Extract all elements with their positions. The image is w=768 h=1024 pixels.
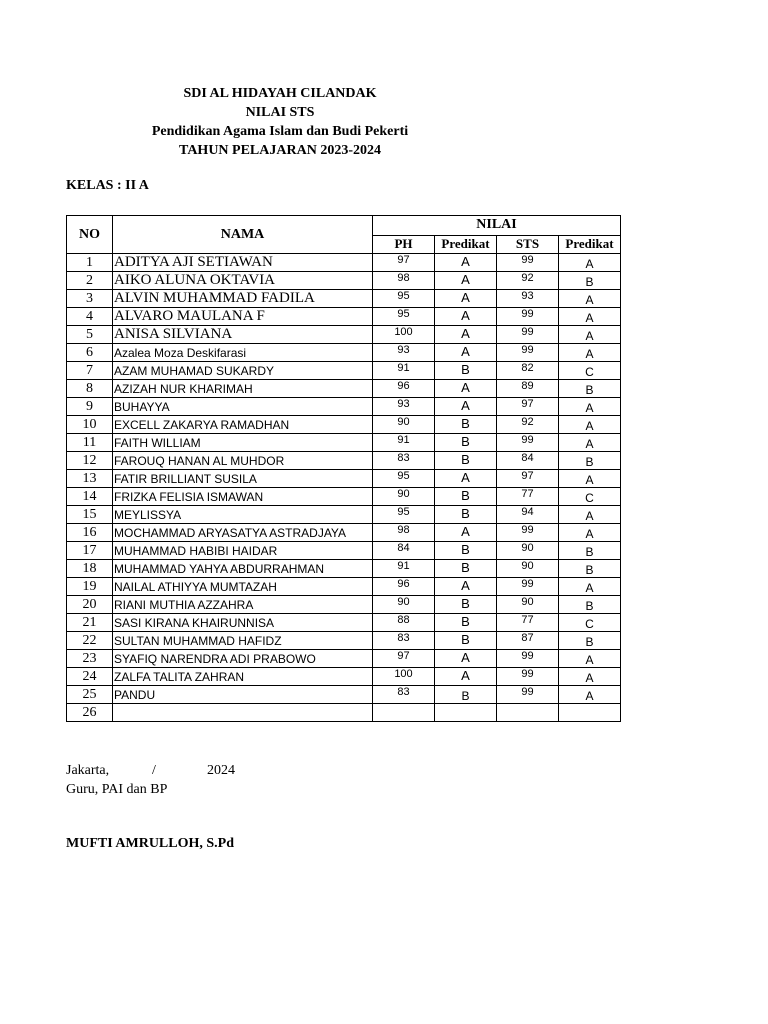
header-nama: NAMA <box>113 216 373 254</box>
sts-predikat: A <box>559 398 621 416</box>
ph-predikat: A <box>435 290 497 308</box>
ph-score: 83 <box>373 686 435 704</box>
sts-predikat: A <box>559 524 621 542</box>
student-name: FRIZKA FELISIA ISMAWAN <box>113 488 373 506</box>
subject-name: Pendidikan Agama Islam dan Budi Pekerti <box>151 124 409 139</box>
footer-year: 2024 <box>207 763 235 778</box>
ph-score: 97 <box>373 254 435 272</box>
sts-predikat: A <box>559 308 621 326</box>
ph-score <box>373 704 435 722</box>
sts-predikat: B <box>559 596 621 614</box>
row-number: 16 <box>67 524 113 542</box>
ph-predikat: A <box>435 254 497 272</box>
student-name: BUHAYYA <box>113 398 373 416</box>
student-name: ANISA SILVIANA <box>113 326 373 344</box>
ph-predikat: B <box>435 614 497 632</box>
ph-predikat: B <box>435 596 497 614</box>
ph-score: 90 <box>373 596 435 614</box>
table-row <box>67 704 621 722</box>
report-title: NILAI STS <box>245 105 315 120</box>
sts-score: 99 <box>497 434 559 452</box>
sts-predikat: B <box>559 452 621 470</box>
sts-predikat: B <box>559 272 621 290</box>
sts-score: 99 <box>497 578 559 596</box>
ph-predikat: A <box>435 380 497 398</box>
ph-predikat: A <box>435 470 497 488</box>
ph-score: 91 <box>373 434 435 452</box>
ph-predikat: B <box>435 416 497 434</box>
student-name: FATIR BRILLIANT SUSILA <box>113 470 373 488</box>
academic-year: TAHUN PELAJARAN 2023-2024 <box>179 143 381 158</box>
student-name: PANDU <box>113 686 373 704</box>
row-number: 18 <box>67 560 113 578</box>
sts-score: 99 <box>497 326 559 344</box>
sts-predikat: A <box>559 254 621 272</box>
ph-score: 98 <box>373 524 435 542</box>
ph-score: 96 <box>373 578 435 596</box>
ph-score: 83 <box>373 452 435 470</box>
header-ph: PH <box>373 235 435 254</box>
table-row <box>67 308 621 326</box>
student-name: MEYLISSYA <box>113 506 373 524</box>
sts-score: 99 <box>497 686 559 704</box>
student-name: FAROUQ HANAN AL MUHDOR <box>113 452 373 470</box>
header-predikat-ph: Predikat <box>435 235 497 254</box>
sts-predikat: C <box>559 362 621 380</box>
student-name: MUHAMMAD HABIBI HAIDAR <box>113 542 373 560</box>
student-name: ADITYA AJI SETIAWAN <box>113 254 373 272</box>
ph-predikat: B <box>435 632 497 650</box>
ph-predikat: A <box>435 308 497 326</box>
ph-score: 95 <box>373 506 435 524</box>
student-name: NAILAL ATHIYYA MUMTAZAH <box>113 578 373 596</box>
sts-score: 90 <box>497 542 559 560</box>
ph-score: 96 <box>373 380 435 398</box>
student-name: ALVARO MAULANA F <box>113 308 373 326</box>
student-name: SASI KIRANA KHAIRUNNISA <box>113 614 373 632</box>
sts-predikat: A <box>559 578 621 596</box>
class-label: KELAS : II A <box>66 178 149 193</box>
grades-table <box>66 215 621 722</box>
sts-score: 99 <box>497 308 559 326</box>
document-header <box>130 84 430 160</box>
ph-predikat: B <box>435 686 497 704</box>
ph-score: 83 <box>373 632 435 650</box>
sts-score: 99 <box>497 254 559 272</box>
header-nilai: NILAI <box>373 216 621 236</box>
sts-score: 99 <box>497 344 559 362</box>
table-row <box>67 632 621 650</box>
ph-score: 100 <box>373 668 435 686</box>
sts-score: 99 <box>497 650 559 668</box>
sts-predikat: A <box>559 344 621 362</box>
table-row <box>67 560 621 578</box>
ph-predikat: B <box>435 434 497 452</box>
row-number: 20 <box>67 596 113 614</box>
table-row <box>67 578 621 596</box>
table-row <box>67 524 621 542</box>
student-name: AZAM MUHAMAD SUKARDY <box>113 362 373 380</box>
row-number: 11 <box>67 434 113 452</box>
ph-predikat: A <box>435 326 497 344</box>
sts-score: 97 <box>497 470 559 488</box>
sts-predikat: A <box>559 434 621 452</box>
signatory-name: MUFTI AMRULLOH, S.Pd <box>66 836 235 851</box>
ph-predikat: B <box>435 452 497 470</box>
sts-score: 94 <box>497 506 559 524</box>
table-row <box>67 326 621 344</box>
sts-score: 82 <box>497 362 559 380</box>
student-name: Azalea Moza Deskifarasi <box>113 344 373 362</box>
student-name: ALVIN MUHAMMAD FADILA <box>113 290 373 308</box>
header-predikat-sts: Predikat <box>559 235 621 254</box>
row-number: 2 <box>67 272 113 290</box>
ph-score: 95 <box>373 308 435 326</box>
row-number: 6 <box>67 344 113 362</box>
table-row <box>67 650 621 668</box>
ph-predikat: B <box>435 488 497 506</box>
ph-score: 88 <box>373 614 435 632</box>
sts-predikat: A <box>559 668 621 686</box>
student-name: FAITH WILLIAM <box>113 434 373 452</box>
student-name: RIANI MUTHIA AZZAHRA <box>113 596 373 614</box>
ph-predikat: A <box>435 668 497 686</box>
sts-predikat: A <box>559 470 621 488</box>
table-row <box>67 686 621 704</box>
sts-predikat: B <box>559 542 621 560</box>
row-number: 23 <box>67 650 113 668</box>
sts-predikat: B <box>559 560 621 578</box>
sts-score: 87 <box>497 632 559 650</box>
student-name: SYAFIQ NARENDRA ADI PRABOWO <box>113 650 373 668</box>
ph-score: 90 <box>373 416 435 434</box>
row-number: 13 <box>67 470 113 488</box>
sts-score: 90 <box>497 596 559 614</box>
ph-predikat: B <box>435 362 497 380</box>
student-name: MOCHAMMAD ARYASATYA ASTRADJAYA <box>113 524 373 542</box>
row-number: 4 <box>67 308 113 326</box>
ph-score: 95 <box>373 470 435 488</box>
ph-predikat: A <box>435 398 497 416</box>
sts-predikat: C <box>559 488 621 506</box>
table-row <box>67 434 621 452</box>
sts-score: 92 <box>497 416 559 434</box>
footer-place: Jakarta, <box>66 763 110 778</box>
sts-score: 77 <box>497 488 559 506</box>
table-row <box>67 362 621 380</box>
sts-predikat: A <box>559 290 621 308</box>
table-row <box>67 452 621 470</box>
ph-score: 98 <box>373 272 435 290</box>
table-row <box>67 470 621 488</box>
row-number: 19 <box>67 578 113 596</box>
table-row <box>67 254 621 272</box>
row-number: 14 <box>67 488 113 506</box>
ph-predikat: A <box>435 524 497 542</box>
sts-score: 99 <box>497 668 559 686</box>
ph-score: 95 <box>373 290 435 308</box>
ph-score: 90 <box>373 488 435 506</box>
ph-score: 93 <box>373 344 435 362</box>
row-number: 8 <box>67 380 113 398</box>
sts-score <box>497 704 559 722</box>
ph-predikat <box>435 704 497 722</box>
ph-predikat: A <box>435 650 497 668</box>
sts-score: 90 <box>497 560 559 578</box>
sts-predikat: A <box>559 506 621 524</box>
footer-date-line <box>66 763 235 779</box>
table-row <box>67 488 621 506</box>
ph-score: 100 <box>373 326 435 344</box>
table-row <box>67 416 621 434</box>
sts-predikat: B <box>559 632 621 650</box>
sts-predikat: A <box>559 416 621 434</box>
sts-score: 84 <box>497 452 559 470</box>
table-row <box>67 506 621 524</box>
student-name: EXCELL ZAKARYA RAMADHAN <box>113 416 373 434</box>
table-row <box>67 398 621 416</box>
header-no: NO <box>67 216 113 254</box>
sts-predikat <box>559 704 621 722</box>
ph-predikat: A <box>435 578 497 596</box>
ph-predikat: A <box>435 272 497 290</box>
table-row <box>67 272 621 290</box>
row-number: 26 <box>67 704 113 722</box>
sts-predikat: A <box>559 686 621 704</box>
sts-predikat: A <box>559 326 621 344</box>
ph-predikat: A <box>435 344 497 362</box>
table-row <box>67 542 621 560</box>
row-number: 10 <box>67 416 113 434</box>
ph-predikat: B <box>435 560 497 578</box>
row-number: 15 <box>67 506 113 524</box>
sts-predikat: C <box>559 614 621 632</box>
row-number: 1 <box>67 254 113 272</box>
student-name: MUHAMMAD YAHYA ABDURRAHMAN <box>113 560 373 578</box>
row-number: 3 <box>67 290 113 308</box>
row-number: 9 <box>67 398 113 416</box>
row-number: 17 <box>67 542 113 560</box>
row-number: 21 <box>67 614 113 632</box>
sts-score: 92 <box>497 272 559 290</box>
ph-score: 84 <box>373 542 435 560</box>
school-name: SDI AL HIDAYAH CILANDAK <box>183 86 377 101</box>
sts-score: 99 <box>497 524 559 542</box>
ph-predikat: B <box>435 542 497 560</box>
row-number: 24 <box>67 668 113 686</box>
table-row <box>67 290 621 308</box>
student-name <box>113 704 373 722</box>
student-name: AZIZAH NUR KHARIMAH <box>113 380 373 398</box>
student-name: AIKO ALUNA OKTAVIA <box>113 272 373 290</box>
sts-predikat: A <box>559 650 621 668</box>
row-number: 22 <box>67 632 113 650</box>
table-row <box>67 380 621 398</box>
table-row <box>67 614 621 632</box>
header-sts: STS <box>497 235 559 254</box>
row-number: 12 <box>67 452 113 470</box>
table-row <box>67 596 621 614</box>
ph-score: 91 <box>373 362 435 380</box>
table-row <box>67 344 621 362</box>
grades-body <box>67 254 621 722</box>
row-number: 25 <box>67 686 113 704</box>
sts-score: 77 <box>497 614 559 632</box>
row-number: 7 <box>67 362 113 380</box>
ph-predikat: B <box>435 506 497 524</box>
student-name: ZALFA TALITA ZAHRAN <box>113 668 373 686</box>
ph-score: 93 <box>373 398 435 416</box>
row-number: 5 <box>67 326 113 344</box>
ph-score: 97 <box>373 650 435 668</box>
ph-score: 91 <box>373 560 435 578</box>
student-name: SULTAN MUHAMMAD HAFIDZ <box>113 632 373 650</box>
footer-slash: / <box>152 763 156 778</box>
table-row <box>67 668 621 686</box>
footer-role: Guru, PAI dan BP <box>66 782 168 797</box>
sts-score: 93 <box>497 290 559 308</box>
sts-predikat: B <box>559 380 621 398</box>
sts-score: 97 <box>497 398 559 416</box>
sts-score: 89 <box>497 380 559 398</box>
